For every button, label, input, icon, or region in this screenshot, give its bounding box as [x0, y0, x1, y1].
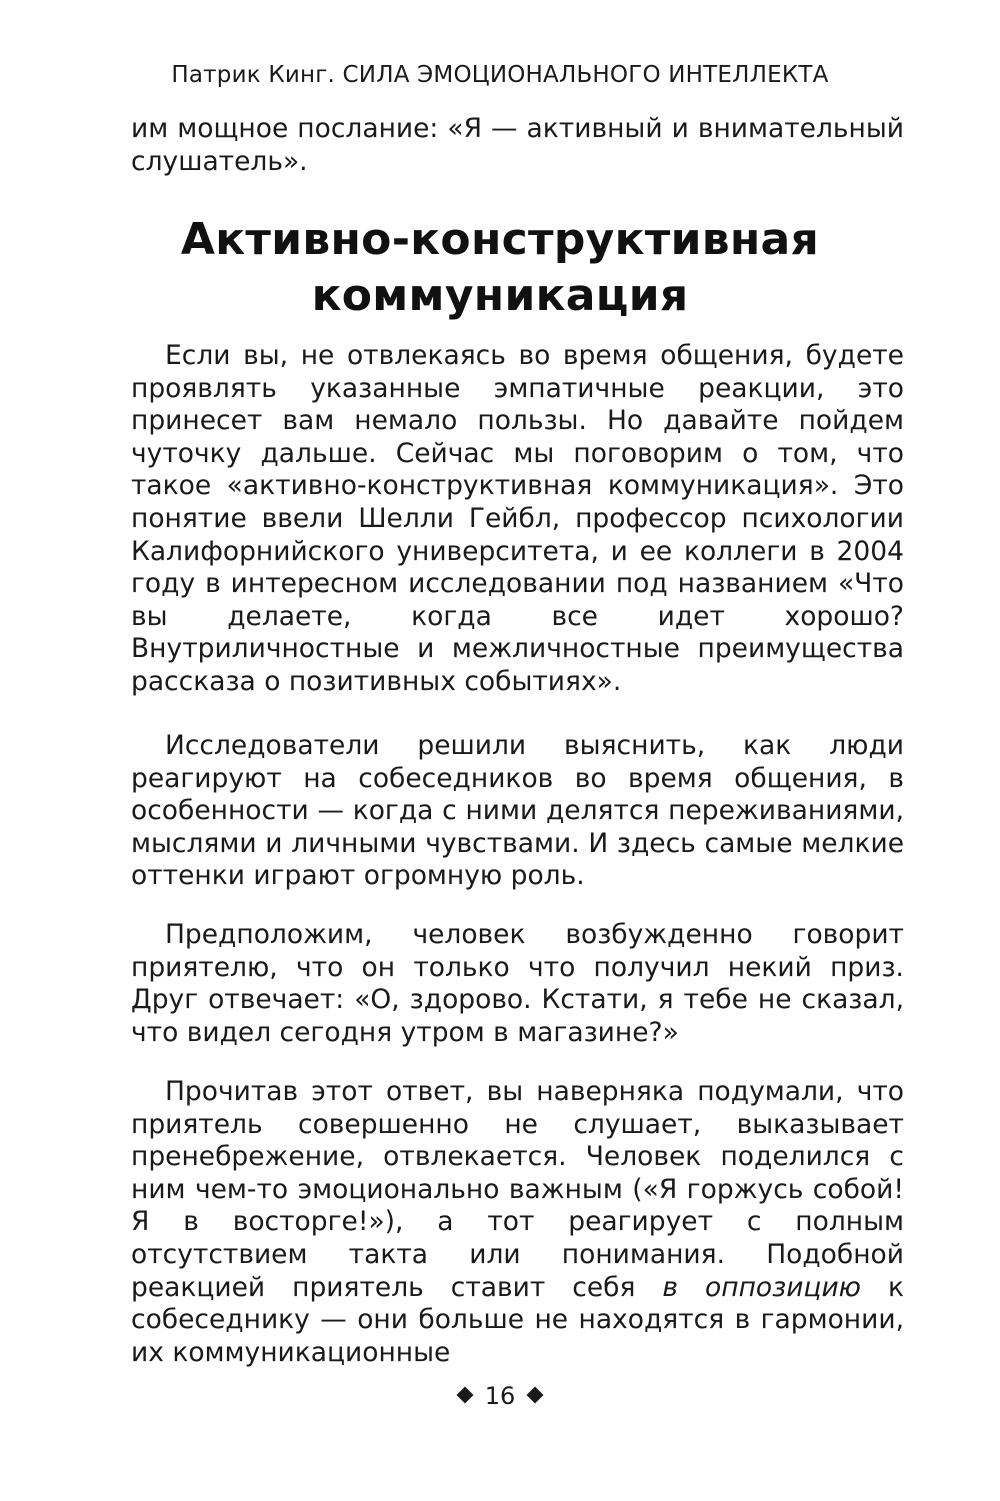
paragraph-2-text: Исследователи решили выяснить, как люди реагируют на собеседников во время общения, в особенности — когда с ними делятся переживаниями, мыслями и личными чувствами. И здесь самые мелкие оттенки играют огромную роль.	[131, 730, 904, 892]
section-heading	[0, 212, 1000, 324]
paragraph-4	[131, 1076, 904, 1369]
section-heading-line-2: коммуникация	[311, 270, 689, 321]
paragraph-4-text-before: Прочитав этот ответ, вы наверняка подумали, что приятель совершенно не слушает, выказывает пренебрежение, отвлекается. Человек поделился с ним чем-то эмоционально важным («Я горжусь собой! Я в восторге!»), а тот реагирует с полным отсутствием такта или понимания. Подобной реакцией приятель ставит себя	[131, 1076, 904, 1303]
paragraph-2	[131, 730, 904, 893]
section-heading-line-1: Активно-конструктивная	[180, 214, 820, 265]
page-number: 16	[484, 1382, 516, 1410]
diamond-ornament-icon	[527, 1387, 544, 1404]
running-head: Патрик Кинг. СИЛА ЭМОЦИОНАЛЬНОГО ИНТЕЛЛЕКТА	[171, 62, 829, 88]
paragraph-3	[131, 919, 904, 1049]
paragraph-1	[131, 340, 904, 699]
diamond-ornament-icon	[456, 1387, 473, 1404]
lead-paragraph: им мощное послание: «Я — активный и внимательный слушатель».	[131, 113, 904, 177]
paragraph-3-text: Предположим, человек возбужденно говорит приятелю, что он только что получил некий приз. Друг отвечает: «О, здорово. Кстати, я тебе не сказал, что видел сегодня утром в магазине?»	[131, 919, 904, 1048]
page-footer	[0, 1382, 1000, 1410]
paragraph-1-text: Если вы, не отвлекаясь во время общения, будете проявлять указанные эмпатичные реакции, это принесет вам немало пользы. Но давайте пойдем чуточку дальше. Сейчас мы поговорим о том, что такое «активно-конструктивная коммуникация». Это понятие ввели Шелли Гейбл, профессор психологии Калифорнийского университета, и ее коллеги в 2004 году в интересном исследовании под названием «Что вы делаете, когда все идет хорошо? Внутриличностные и межличностные преимущества рассказа о позитивных событиях».	[131, 340, 904, 697]
paragraph-4-text-after: к собеседнику — они больше не находятся в гармонии, их коммуникационные	[131, 1271, 904, 1368]
paragraph-4-emphasis: в оппозицию	[662, 1271, 861, 1303]
